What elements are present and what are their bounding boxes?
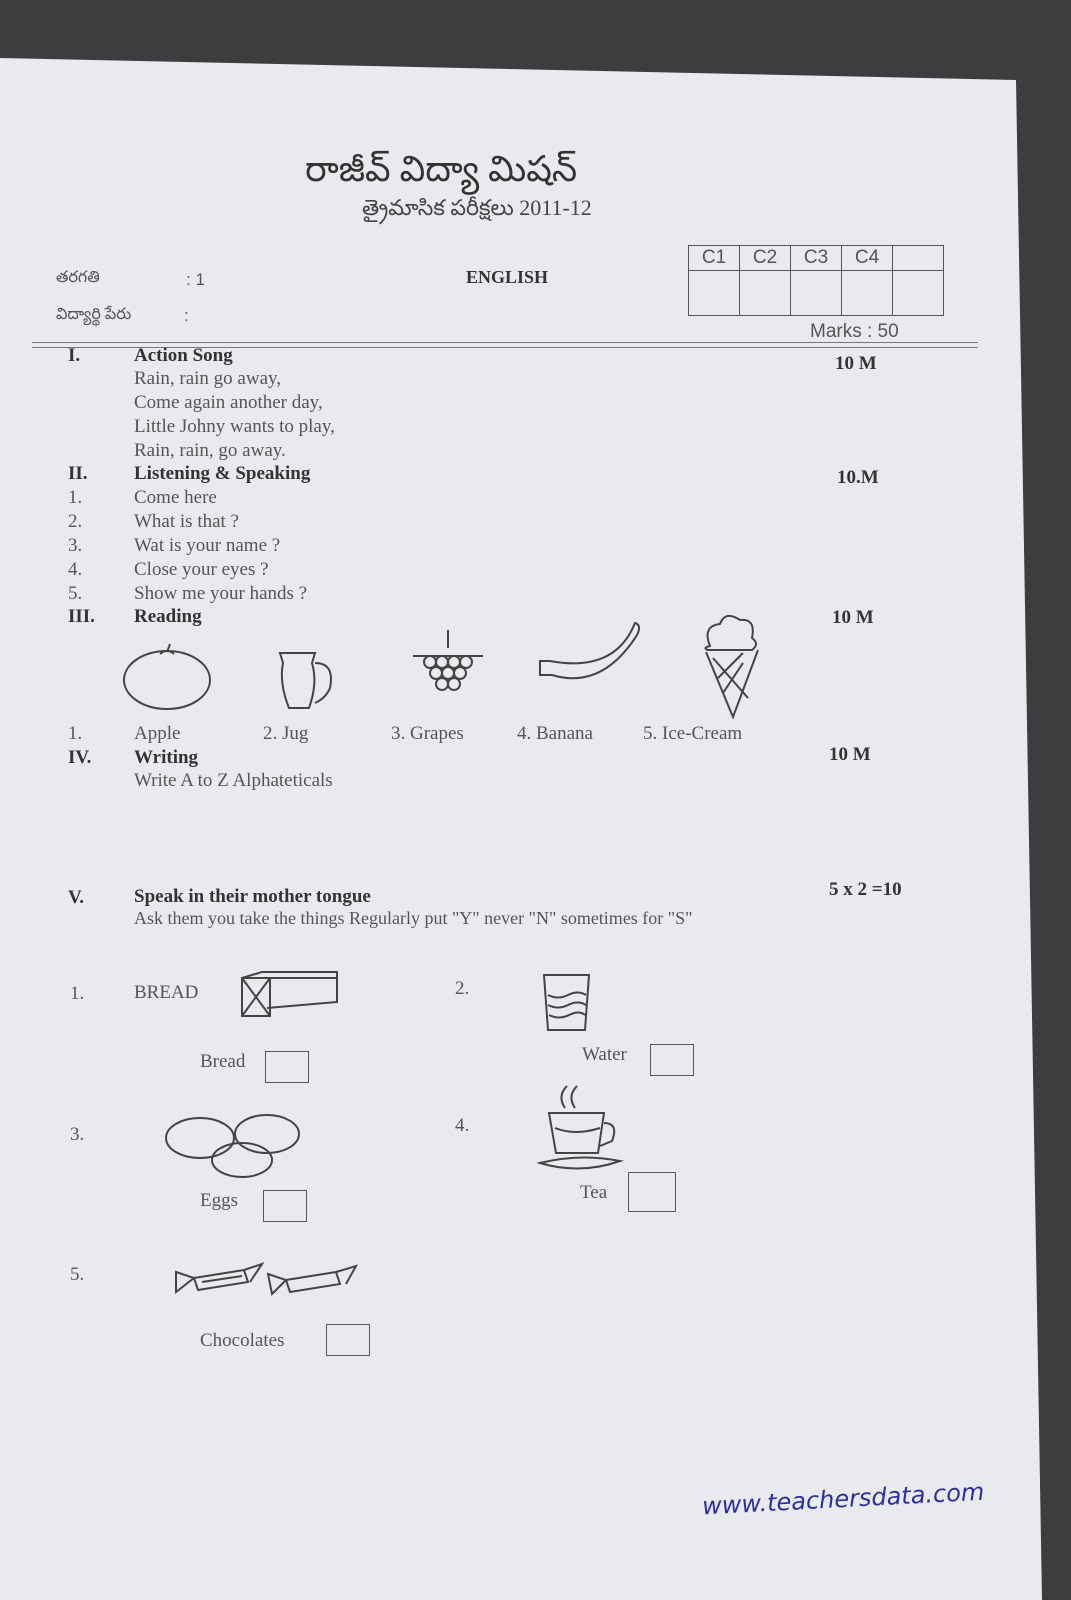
tea-cup-drawing [535,1078,630,1178]
reading-item: 2. Jug [263,723,309,744]
subject: ENGLISH [466,267,549,287]
grid-c1: C1 [689,246,740,271]
option-label: Eggs [200,1190,238,1211]
song-line: Come again another day, [134,392,323,413]
list-item: What is that ? [134,511,239,532]
grid-c4: C4 [842,246,893,271]
item-number: 3. [68,535,83,556]
option-label: Water [582,1044,627,1065]
section-marks: 5 x 2 =10 [829,879,902,900]
class-label: తరగతి [56,269,100,286]
reading-item: 5. Ice-Cream [643,723,743,744]
option-label: Tea [580,1182,608,1203]
reading-item: Apple [134,723,181,744]
item-number: 1. [68,723,83,744]
divider [32,342,978,343]
tea-answer-box[interactable] [628,1172,676,1212]
reading-item: 3. Grapes [391,723,464,744]
list-item: Wat is your name ? [134,535,281,556]
grid-c2: C2 [740,246,791,271]
grapes-drawing [408,628,488,708]
total-marks: Marks : 50 [810,321,899,342]
item-number: 5. [70,1264,85,1285]
chocolates-answer-box[interactable] [326,1324,370,1356]
page-title: రాజీవ్ విద్యా మిషన్ [305,149,578,189]
chocolates-drawing [172,1260,362,1300]
item-number: 4. [68,559,83,580]
section-marks: 10 M [829,744,871,765]
eggs-drawing [162,1112,307,1182]
name-value: : [184,306,189,325]
song-line: Rain, rain go away, [134,368,282,389]
item-number: 4. [455,1115,470,1136]
eggs-answer-box[interactable] [263,1190,307,1222]
bread-answer-box[interactable] [265,1051,309,1083]
section-title: Reading [134,606,202,627]
list-item: Close your eyes ? [134,559,269,580]
item-number: 5. [68,583,83,604]
name-label: విద్యార్థి పేరు [56,306,132,323]
song-line: Rain, rain, go away. [134,440,286,461]
water-answer-box[interactable] [650,1044,694,1076]
bread-drawing [238,968,343,1023]
section-number: I. [68,345,81,366]
section-title: Speak in their mother tongue [134,886,371,907]
item-number: 1. [68,487,83,508]
section-marks: 10.M [837,467,879,488]
item-number: 1. [70,983,85,1004]
item-number: 3. [70,1124,85,1145]
song-line: Little Johny wants to play, [134,416,335,437]
item-number: 2. [68,511,83,532]
item-heading: BREAD [134,982,199,1003]
option-label: Bread [200,1051,246,1072]
banana-drawing [535,620,650,695]
option-label: Chocolates [200,1330,285,1351]
reading-item: 4. Banana [517,723,593,744]
ice-cream-drawing [698,608,768,723]
water-glass-drawing [538,970,598,1035]
marks-grid [688,245,944,316]
class-value: : 1 [186,270,205,289]
section-title: Writing [134,747,199,768]
list-item: Come here [134,487,217,508]
instruction: Write A to Z Alphateticals [134,770,333,791]
grid-c5 [893,246,944,271]
page-subtitle: త్రైమాసిక పరీక్షలు 2011-12 [362,195,592,220]
section-number: IV. [68,747,92,768]
item-number: 2. [455,978,470,999]
jug-drawing [270,645,345,720]
section-marks: 10 M [832,607,874,628]
section-number: III. [68,606,95,627]
list-item: Show me your hands ? [134,583,308,604]
grid-c3: C3 [791,246,842,271]
watermark: www.teachersdata.com [701,1477,985,1521]
section-title: Action Song [134,345,233,366]
instruction: Ask them you take the things Regularly put "Y" never "N" sometimes for "S" [134,908,693,928]
section-number: II. [68,463,88,484]
section-title: Listening & Speaking [134,463,311,484]
apple-drawing [120,642,215,712]
section-number: V. [68,887,85,908]
section-marks: 10 M [835,353,877,374]
